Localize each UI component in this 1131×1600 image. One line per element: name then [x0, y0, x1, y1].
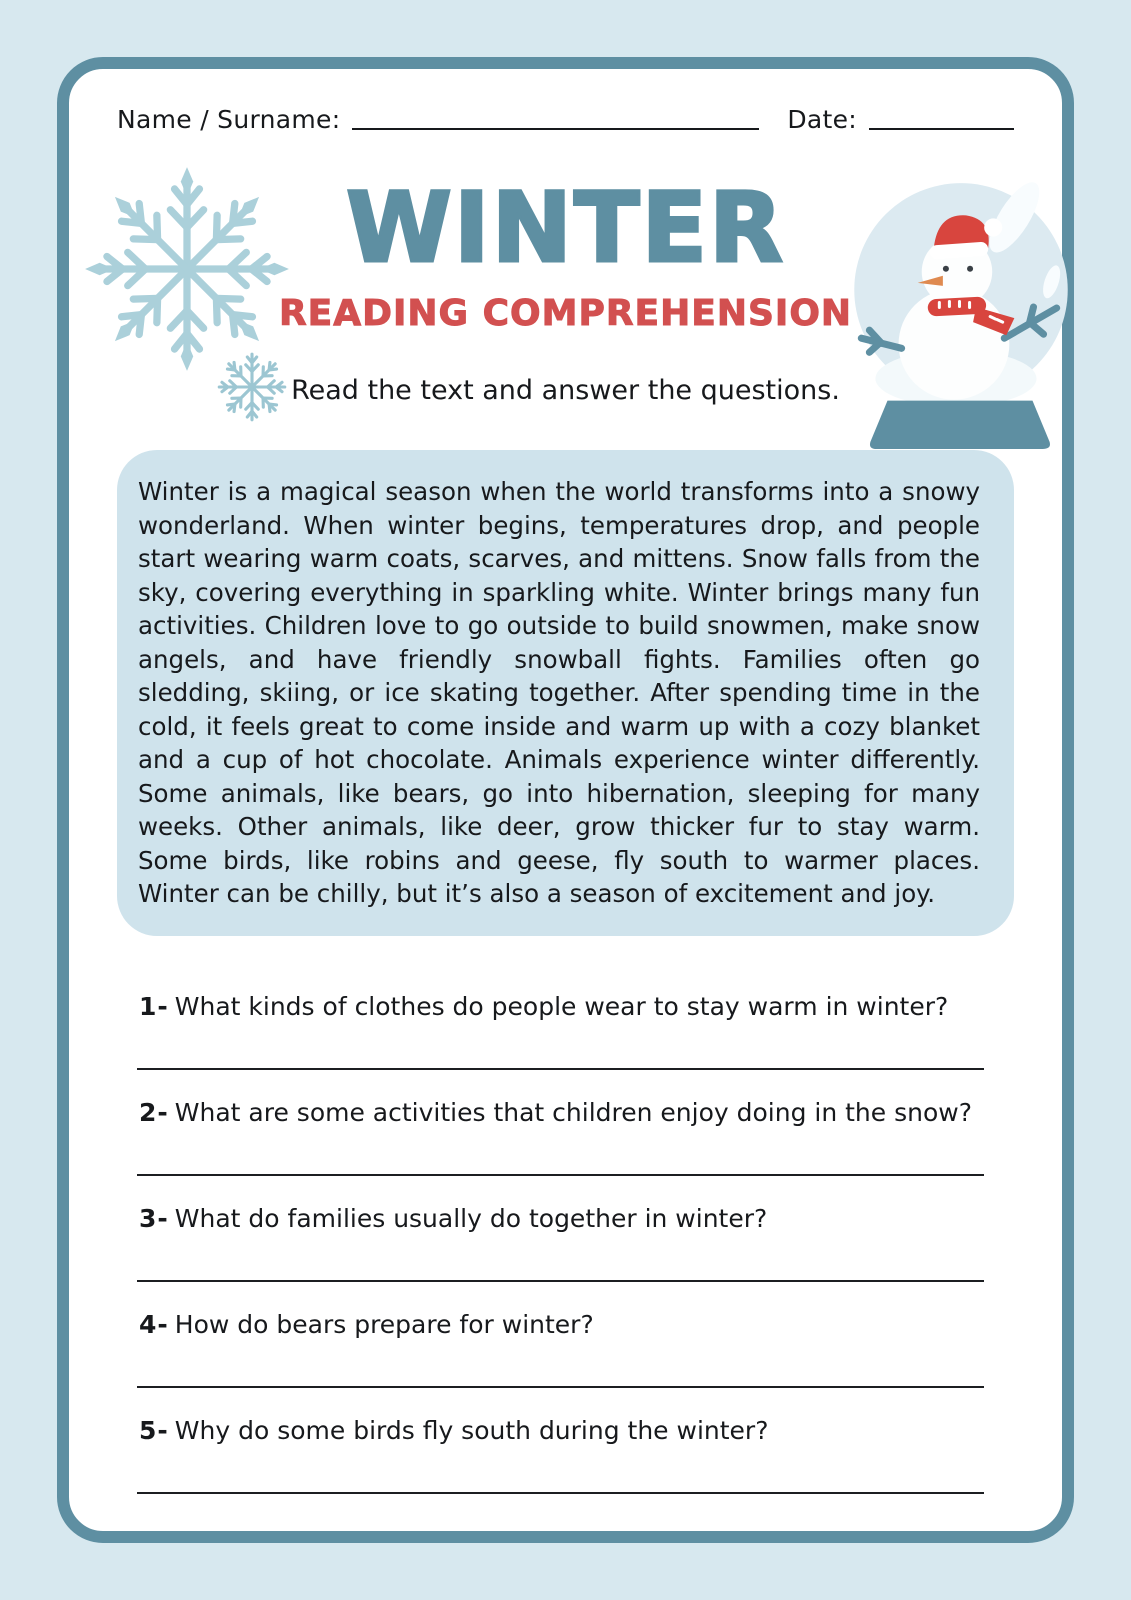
question-item — [139, 1096, 1014, 1129]
snow-globe-snowman-icon — [845, 161, 1077, 453]
worksheet-title: WINTER — [346, 172, 785, 284]
question-item — [139, 1308, 1014, 1341]
answer-line — [137, 1385, 984, 1388]
question-text: What do families usually do together in winter? — [174, 1203, 768, 1233]
name-label: Name / Surname: — [117, 105, 341, 134]
question-text: Why do some birds fly south during the winter? — [174, 1415, 769, 1445]
question-item — [139, 1414, 1014, 1447]
question-number: 3- — [139, 1203, 169, 1233]
question-text: How do bears prepare for winter? — [174, 1309, 594, 1339]
answer-line — [137, 1173, 984, 1176]
name-fill-line — [352, 127, 759, 130]
answer-line — [137, 1279, 984, 1282]
question-number: 2- — [139, 1097, 169, 1127]
questions-section — [117, 990, 1014, 1494]
worksheet-content — [69, 69, 1062, 1531]
question-number: 4- — [139, 1309, 169, 1339]
instruction-text: Read the text and answer the questions. — [291, 375, 840, 406]
question-item — [139, 1202, 1014, 1235]
question-text: What are some activities that children enjoy doing in the snow? — [174, 1097, 972, 1127]
date-label: Date: — [787, 105, 857, 134]
date-fill-line — [869, 127, 1014, 130]
question-number: 5- — [139, 1415, 169, 1445]
answer-line — [137, 1067, 984, 1070]
question-text: What kinds of clothes do people wear to stay warm in winter? — [174, 991, 949, 1021]
name-date-row — [117, 105, 1014, 134]
worksheet-card — [57, 57, 1074, 1543]
answer-line — [137, 1491, 984, 1494]
question-number: 1- — [139, 991, 169, 1021]
question-item — [139, 990, 1014, 1023]
worksheet-subtitle: READING COMPREHENSION — [278, 293, 853, 334]
reading-passage: Winter is a magical season when the world transforms into a snowy wonderland. When winter begins, temperatures drop, and people start wearing warm coats, scarves, and mittens. Snow falls from the sky, covering everything in sparkling white. Winter brings many fun activities. Children love to go outside to build snowmen, make snow angels, and have friendly snowball fights. Families often go sledding, skiing, or ice skating together. After spending time in the cold, it feels great to come inside and warm up with a cozy blanket and a cup of hot chocolate. Animals experience winter differently. Some animals, like bears, go into hibernation, sleeping for many weeks. Other animals, like deer, grow thicker fur to stay warm. Some birds, like robins and geese, fly south to warmer places. Winter can be chilly, but it’s also a season of excitement and joy. — [117, 450, 1014, 936]
